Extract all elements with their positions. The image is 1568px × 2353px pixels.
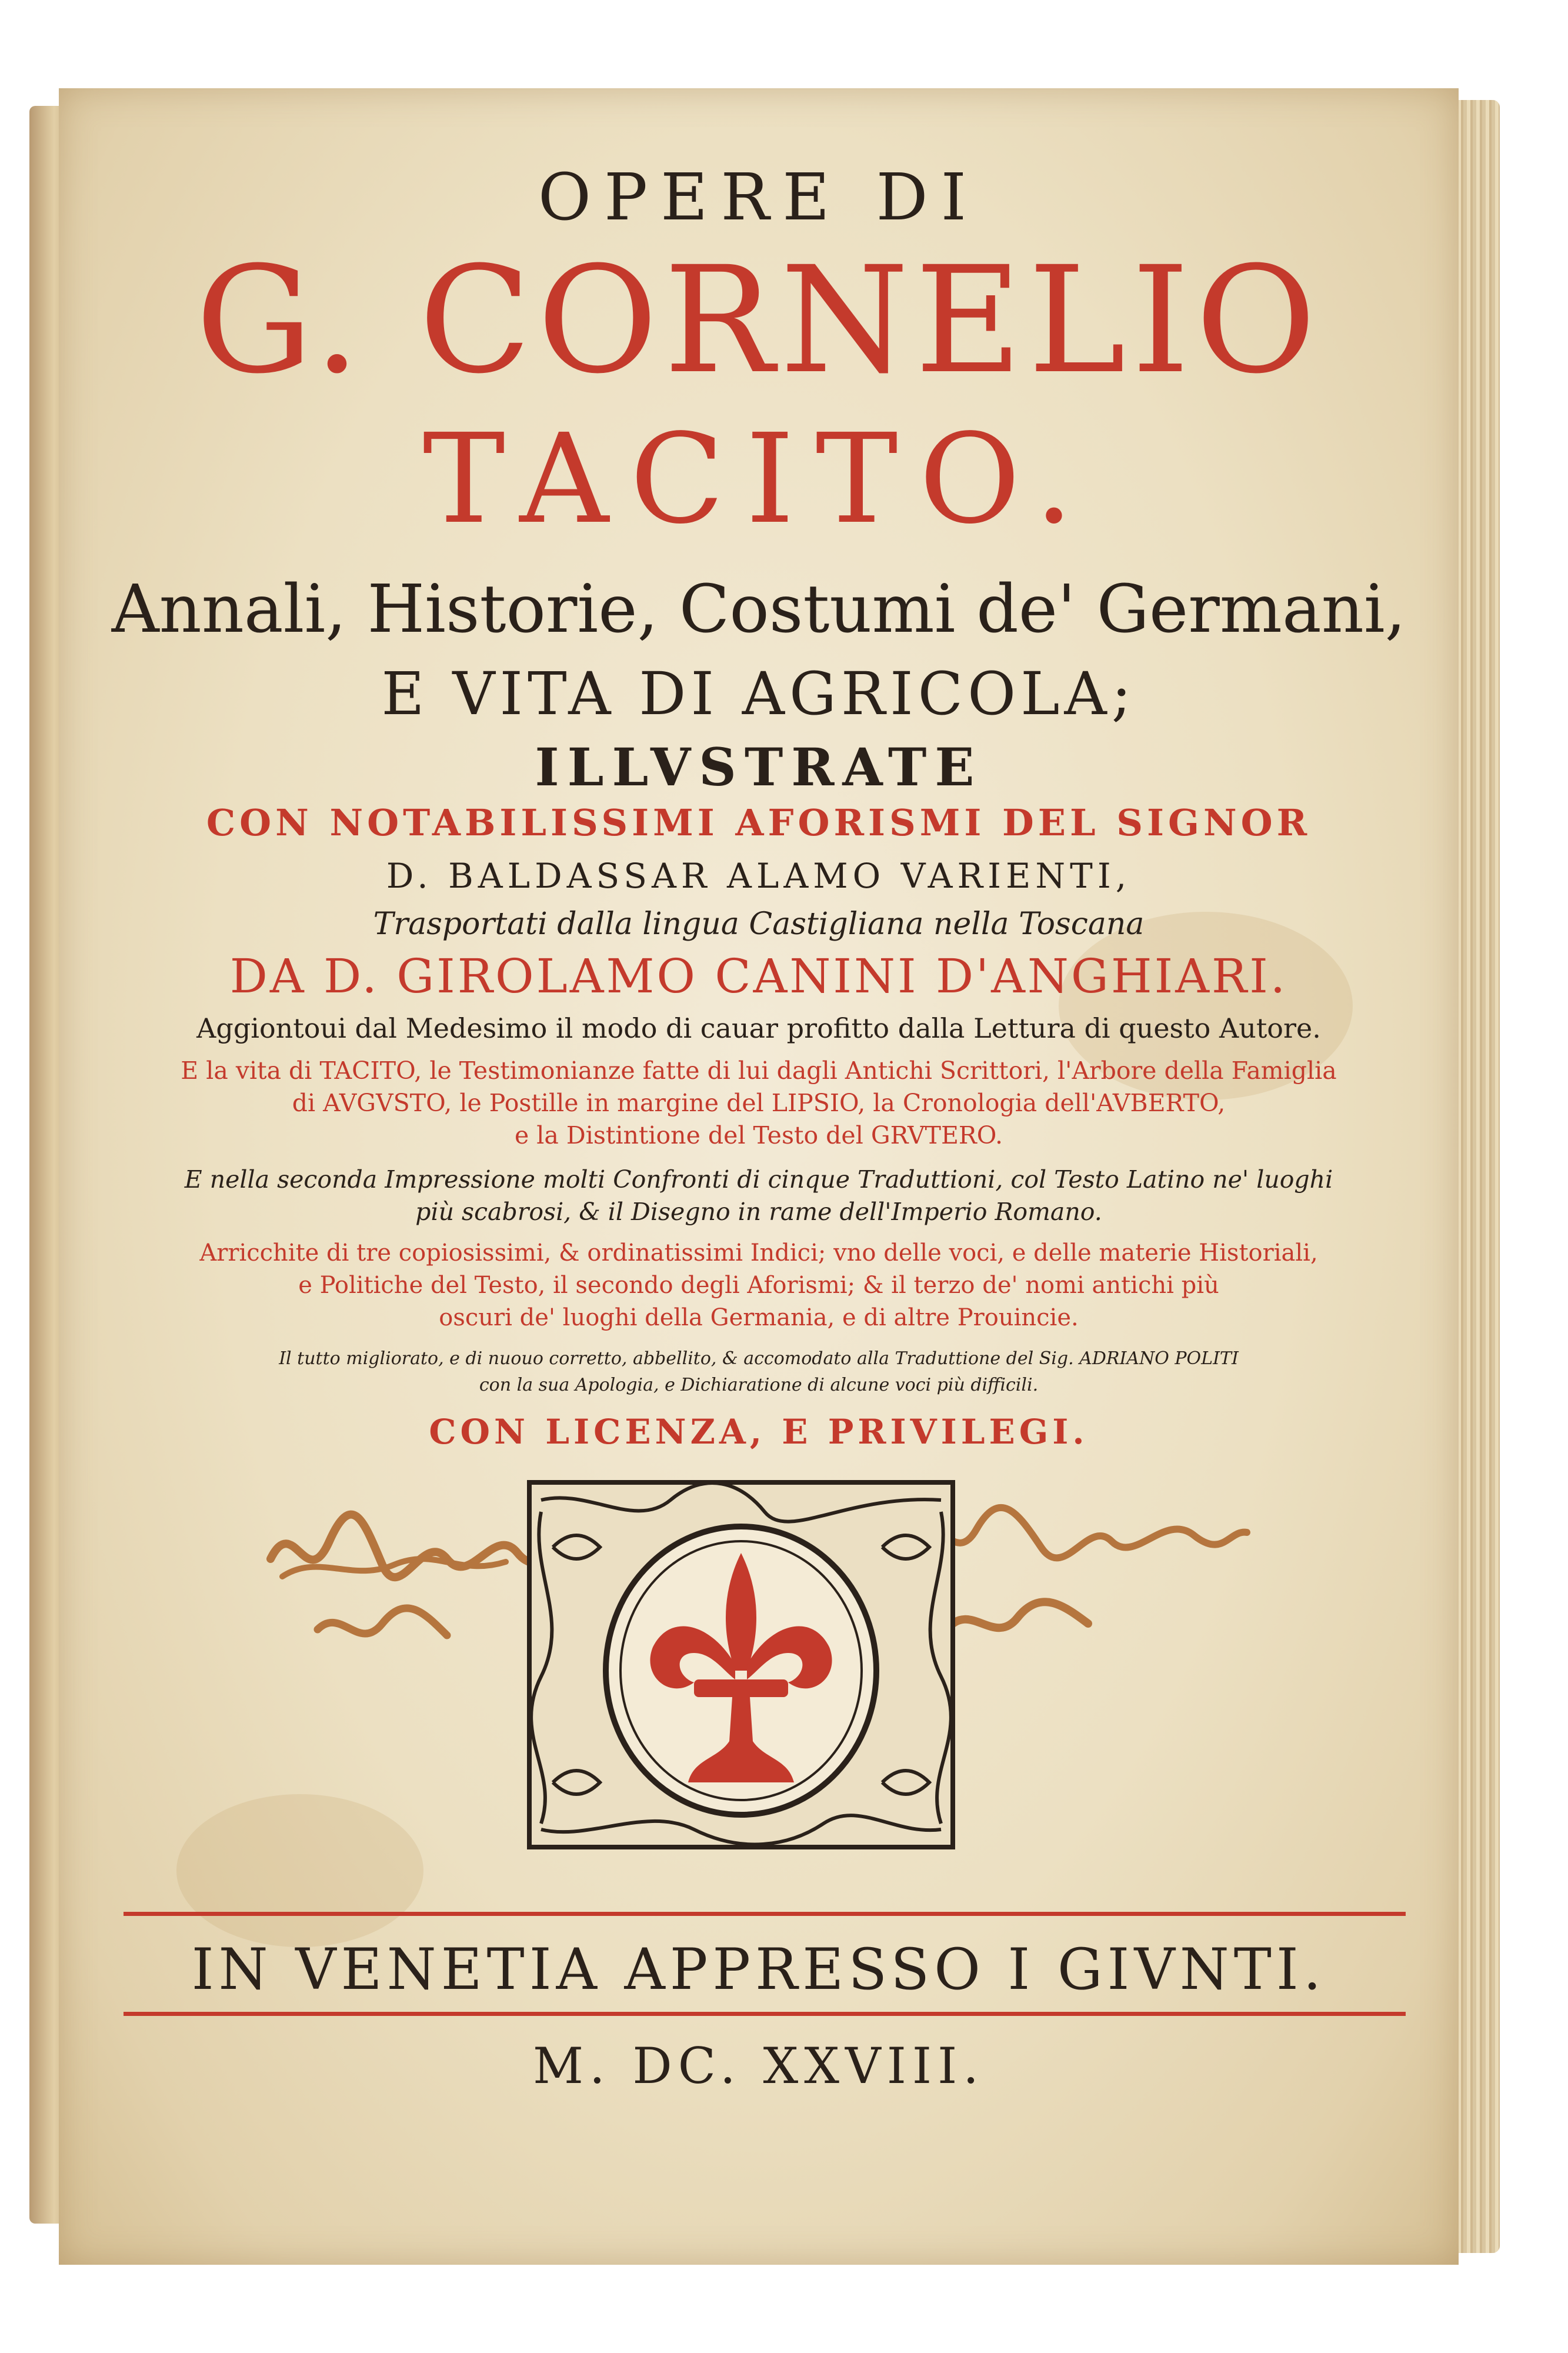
title-trasportati: Trasportati dalla lingua Castigliana nella Toscana [373, 906, 1145, 942]
imprint-rule-top [124, 1912, 1406, 1916]
title-politi-line-1: Il tutto migliorato, e di nuouo corretto, abbellito, & accomodato alla Traduttione del Sig. ADRIANO POLITI [279, 1348, 1239, 1369]
title-politi-line-2: con la sua Apologia, e Dichiaratione di alcune voci più difficili. [479, 1375, 1039, 1395]
title-licenza: CON LICENZA, E PRIVILEGI. [429, 1412, 1089, 1452]
printer-device-woodcut [518, 1477, 965, 1853]
imprint-date: M. DC. XXVIII. [533, 2037, 985, 2095]
foxing-stain [176, 1794, 423, 1947]
title-indici-line-1: Arricchite di tre copiosissimi, & ordinatissimi Indici; vno delle voci, e delle materie Historiali, [199, 1239, 1318, 1267]
title-second-edition-line-2: più scabrosi, & il Disegno in rame dell'Imperio Romano. [415, 1198, 1102, 1226]
title-aggiontoui: Aggiontoui dal Medesimo il modo di cauar profitto dalla Lettura di questo Autore. [196, 1012, 1321, 1044]
title-aforismi: CON NOTABILISSIMI AFORISMI DEL SIGNOR [206, 801, 1312, 844]
title-vita-di-agricola: E VITA DI AGRICOLA; [381, 659, 1136, 728]
title-second-edition-line-1: E nella seconda Impressione molti Confronti di cinque Traduttioni, col Testo Latino ne' luoghi [184, 1165, 1333, 1194]
imprint-publisher: IN VENETIA APPRESSO I GIVNTI. [191, 1937, 1326, 2002]
imprint-rule-bottom [124, 2012, 1406, 2016]
title-translator: DA D. GIROLAMO CANINI D'ANGHIARI. [229, 949, 1288, 1004]
title-opere-di: OPERE DI [538, 159, 980, 235]
title-contents-line-1: E la vita di TACITO, le Testimonianze fatte di lui dagli Antichi Scrittori, l'Arbore della Famiglia [181, 1056, 1337, 1085]
title-works-list: Annali, Historie, Costumi de' Germani, [111, 571, 1406, 648]
title-author-surname: TACITO. [422, 407, 1095, 551]
title-contents-line-3: e la Distintione del Testo del GRVTERO. [514, 1121, 1003, 1149]
title-indici-line-3: oscuri de' luoghi della Germania, e di altre Prouincie. [439, 1304, 1079, 1331]
title-page [59, 88, 1459, 2265]
title-author-name: G. CORNELIO [195, 235, 1322, 406]
title-alamo-varienti: D. BALDASSAR ALAMO VARIENTI, [386, 856, 1132, 896]
title-indici-line-2: e Politiche del Testo, il secondo degli Aforismi; & il terzo de' nomi antichi più [298, 1272, 1219, 1299]
title-illustrate: ILLVSTRATE [535, 736, 983, 798]
book [35, 88, 1488, 2282]
title-contents-line-2: di AVGVSTO, le Postille in margine del LIPSIO, la Cronologia dell'AVBERTO, [292, 1089, 1226, 1117]
